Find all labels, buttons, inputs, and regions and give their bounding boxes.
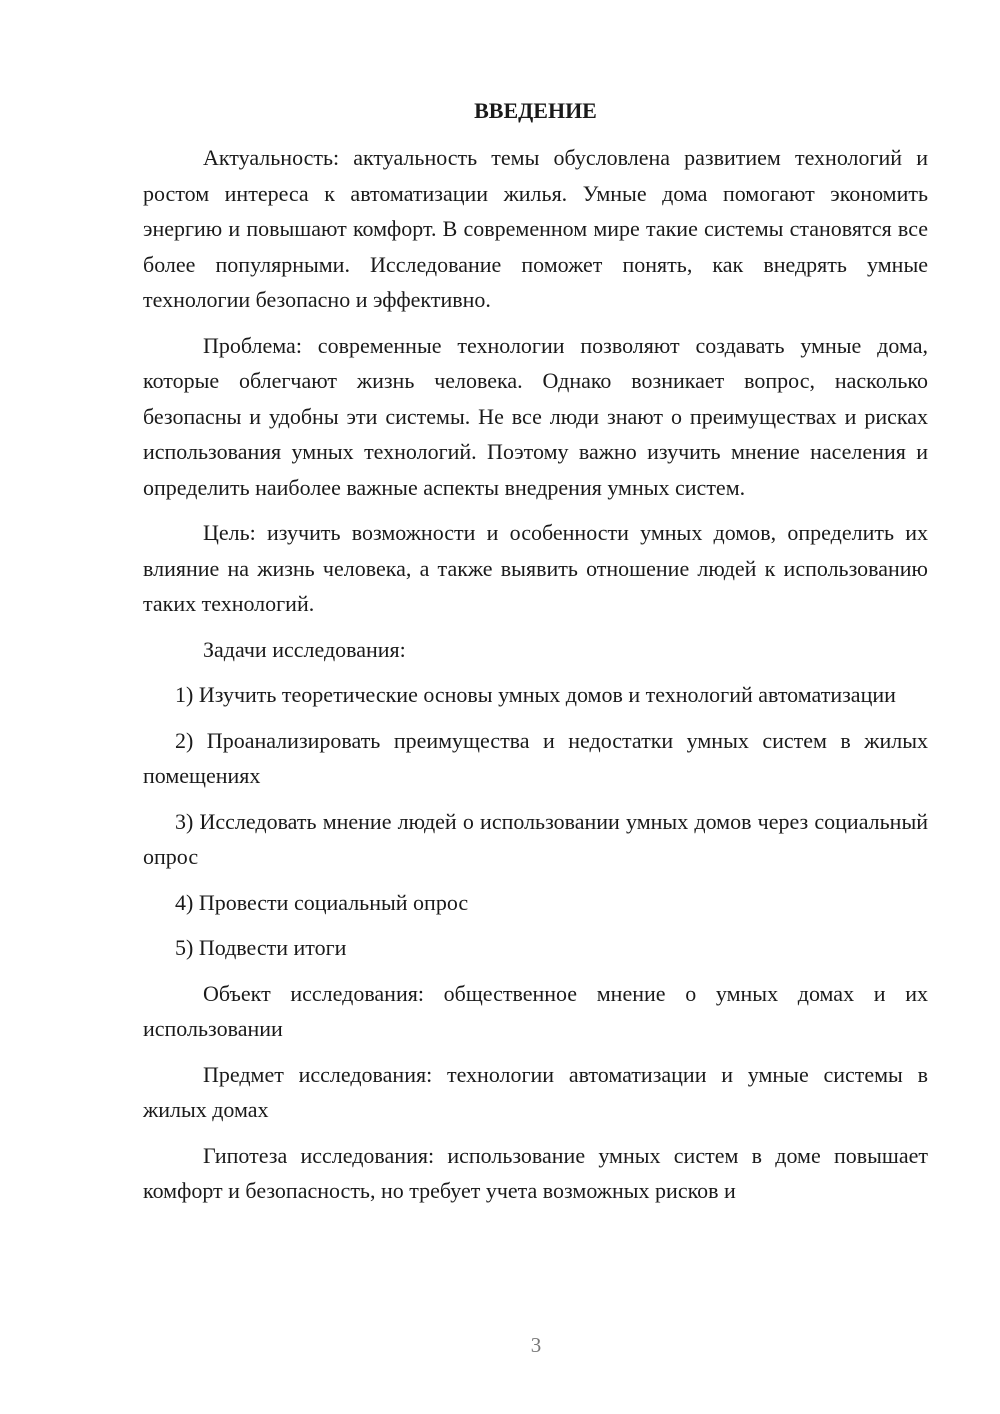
- task-item: 5) Подвести итоги: [175, 935, 347, 960]
- tasks-heading: Задачи исследования:: [203, 636, 406, 662]
- paragraph-goal: Цель: изучить возможности и особенности умных домов, определить их влияние на жизнь человека, а также выявить отношение людей к использованию таких технологий.: [143, 520, 928, 616]
- paragraph-subject: Предмет исследования: технологии автоматизации и умные системы в жилых домах: [143, 1061, 928, 1122]
- paragraph-relevance: Актуальность: актуальность темы обусловлена развитием технологий и ростом интереса к автоматизации жилья. Умные дома помогают экономить энергию и повышают комфорт. В современном мире такие системы становятся все более популярными. Исследование поможет понять, как внедрять умные технологии безопасно и эффективно.: [143, 145, 928, 312]
- page-number: 3: [530, 1333, 542, 1357]
- task-item: 4) Провести социальный опрос: [175, 889, 469, 915]
- task-item: 1) Изучить теоретические основы умных домов и технологий автоматизации: [175, 682, 896, 707]
- paragraph-problem: Проблема: современные технологии позволяют создавать умные дома, которые облегчают жизнь человека. Однако возникает вопрос, насколько безопасны и удобны эти системы. Не все люди знают о преимуществах и рисках использования умных технологий. Поэтому важно изучить мнение населения и определить наиболее важные аспекты внедрения умных систем.: [143, 332, 928, 500]
- task-item: 2) Проанализировать преимущества и недостатки умных систем в жилых помещениях: [143, 727, 928, 788]
- paragraph-hypothesis: Гипотеза исследования: использование умных систем в доме повышает комфорт и безопасность, но требует учета возможных рисков и: [143, 1142, 928, 1203]
- page-content: [143, 93, 928, 1219]
- paragraph-object: Объект исследования: общественное мнение о умных домах и их использовании: [143, 980, 928, 1041]
- page-title: ВВЕДЕНИЕ: [474, 98, 597, 123]
- task-item: 3) Исследовать мнение людей о использовании умных домов через социальный опрос: [143, 808, 928, 869]
